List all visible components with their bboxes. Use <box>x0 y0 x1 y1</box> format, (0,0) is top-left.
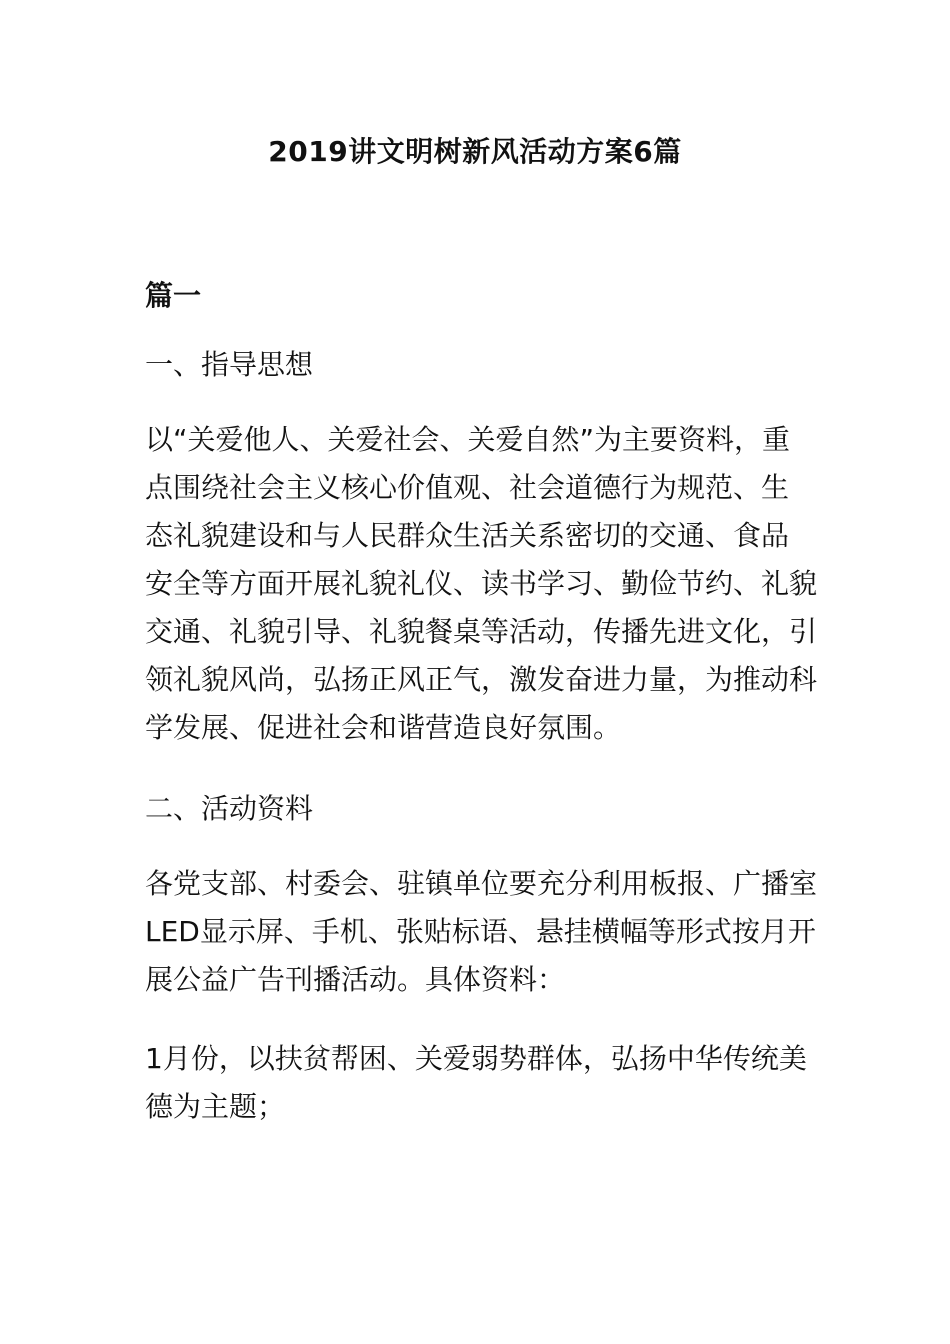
paragraph-line: 1月份，以扶贫帮困、关爱弱势群体，弘扬中华传统美 <box>145 1042 807 1075</box>
part-label-text: 篇一 <box>145 279 202 312</box>
paragraph-line: 德为主题； <box>145 1090 286 1123</box>
paragraph-guiding-ideology <box>145 416 818 752</box>
paragraph-line: 交通、礼貌引导、礼貌餐桌等活动，传播先进文化，引 <box>145 615 818 648</box>
section-heading-activity-materials <box>145 785 815 833</box>
document-title: 2019讲文明树新风活动方案6篇 <box>268 135 682 168</box>
section-heading-text: 一、指导思想 <box>145 348 314 381</box>
paragraph-line: 各党支部、村委会、驻镇单位要充分利用板报、广播室 <box>145 867 818 900</box>
paragraph-line: 以“关爱他人、关爱社会、关爱自然”为主要资料，重 <box>145 423 791 456</box>
paragraph-activity-materials <box>145 860 818 1004</box>
paragraph-line: 学发展、促进社会和谐营造良好氛围。 <box>145 711 622 744</box>
paragraph-line: LED显示屏、手机、张贴标语、悬挂横幅等形式按月开 <box>145 915 816 948</box>
section-heading-guiding-ideology <box>145 341 815 389</box>
paragraph-line: 安全等方面开展礼貌礼仪、读书学习、勤俭节约、礼貌 <box>145 567 818 600</box>
paragraph-line: 展公益广告刊播活动。具体资料： <box>145 963 566 996</box>
part-label <box>145 272 815 320</box>
paragraph-january-item <box>145 1035 815 1131</box>
paragraph-line: 态礼貌建设和与人民群众生活关系密切的交通、食品 <box>145 519 790 552</box>
paragraph-line: 点围绕社会主义核心价值观、社会道德行为规范、生 <box>145 471 790 504</box>
paragraph-line: 领礼貌风尚，弘扬正风正气，激发奋进力量，为推动科 <box>145 663 818 696</box>
section-heading-text: 二、活动资料 <box>145 792 314 825</box>
